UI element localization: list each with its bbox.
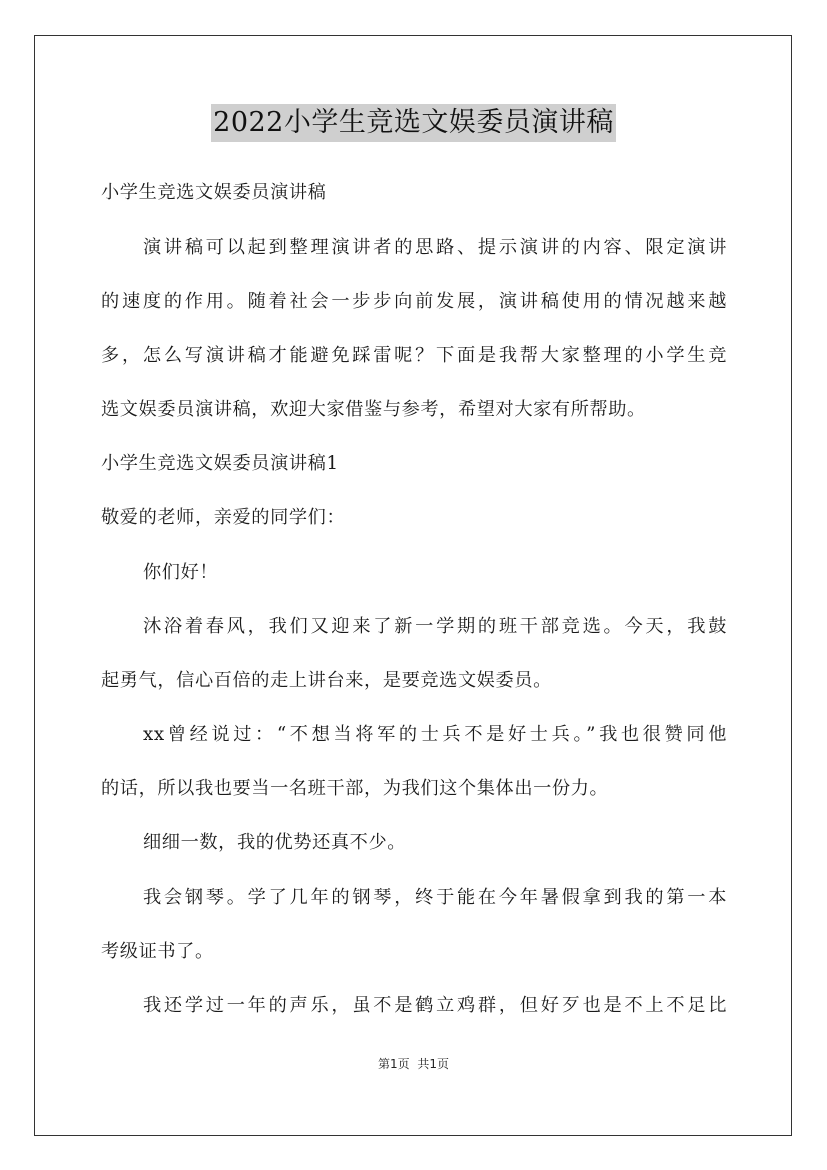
subtitle-line: 小学生竞选文娱委员演讲稿	[101, 182, 327, 203]
paragraph-line: 考级证书了。	[101, 941, 214, 962]
page-number: 第1页	[378, 1057, 410, 1071]
paragraph-line: 沐浴着春风，我们又迎来了新一学期的班干部竞选。今天，我鼓	[143, 616, 727, 637]
document-title: 2022小学生竞选文娱委员演讲稿	[211, 104, 616, 142]
paragraph-line: 细细一数，我的优势还真不少。	[143, 832, 407, 853]
section-heading: 小学生竞选文娱委员演讲稿1	[101, 453, 339, 474]
salutation: 敬爱的老师，亲爱的同学们：	[101, 507, 346, 528]
paragraph-line: 演讲稿可以起到整理演讲者的思路、提示演讲的内容、限定演讲	[143, 237, 727, 258]
paragraph-line: xx曾经说过：“不想当将军的士兵不是好士兵。”我也很赞同他	[143, 724, 727, 745]
paragraph-line: 选文娱委员演讲稿，欢迎大家借鉴与参考，希望对大家有所帮助。	[101, 399, 646, 420]
paragraph-line: 起勇气，信心百倍的走上讲台来，是要竞选文娱委员。	[101, 670, 552, 691]
paragraph-line: 多，怎么写演讲稿才能避免踩雷呢？下面是我帮大家整理的小学生竞	[101, 345, 727, 366]
paragraph-line: 的速度的作用。随着社会一步步向前发展，演讲稿使用的情况越来越	[101, 291, 727, 312]
paragraph-line: 的话，所以我也要当一名班干部，为我们这个集体出一份力。	[101, 778, 609, 799]
title-container	[0, 104, 827, 142]
greeting: 你们好！	[143, 562, 219, 583]
paragraph-line: 我会钢琴。学了几年的钢琴，终于能在今年暑假拿到我的第一本	[143, 887, 727, 908]
page-footer	[0, 1055, 827, 1072]
page-total: 共1页	[417, 1057, 449, 1071]
paragraph-line: 我还学过一年的声乐，虽不是鹤立鸡群，但好歹也是不上不足比	[143, 995, 727, 1016]
